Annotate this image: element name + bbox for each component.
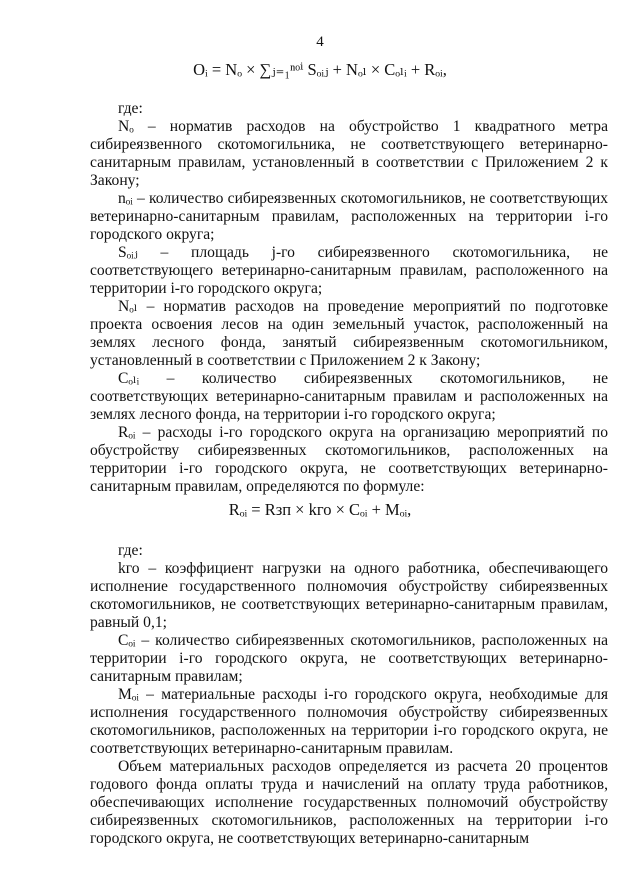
paragraph-material-costs: Объем материальных расходов определяется из расчета 20 процентов годового фонда оплаты труда и начислений на оплату труда работников, обеспечивающих исполнение государственных полномочий обустройству сибиреязвенных скотомогильников, расположенных на территории i-го городского округа, не соответствующих ветеринарно-санитарным: [90, 758, 608, 847]
paragraph-moi-definition: Mₒᵢ – материальные расходы i-го городского округа, необходимые для исполнения государственного полномочия обустройству сибиреязвенных скотомогильников, расположенных на территории i-го городского округа, не соответствующих ветеринарно-санитарным правилам.: [90, 686, 608, 757]
paragraph-roi-definition: Rₒᵢ – расходы i-го городского округа на организацию мероприятий по обустройству сибиреязвенных скотомогильников, расположенных на территории i-го городского округа, не соответствующих ветеринарно-санитарным правилам, определяются по формуле:: [90, 424, 608, 495]
paragraph-nol-definition: Nₒₗ – норматив расходов на проведение мероприятий по подготовке проекта освоения лесов на один земельный участок, расположенный на землях лесного фонда, занятый сибиреязвенным скотомогильником, установленный в соответствии с Приложением 2 к Закону;: [90, 298, 608, 369]
document-body: [90, 100, 608, 848]
paragraph-soij-definition: Sₒᵢⱼ – площадь j-го сибиреязвенного скотомогильника, не соответствующего ветеринарно-санитарным правилам, расположенного на территории i-го городского округа;: [90, 244, 608, 297]
formula-main: Oᵢ = Nₒ × ∑ⱼ₌₁ⁿᵒⁱ Sₒᵢⱼ + Nₒₗ × Cₒₗᵢ + Rₒᵢ,: [193, 60, 447, 79]
where-label-1: где:: [118, 100, 143, 117]
paragraph-noi-definition: nₒᵢ – количество сибиреязвенных скотомогильников, не соответствующих ветеринарно-санитарным правилам, расположенных на территории i-го городского округа;: [90, 190, 608, 243]
paragraph-kgo-definition: kго – коэффициент нагрузки на одного работника, обеспечивающего исполнение государственного полномочия обустройству сибиреязвенных скотомогильников, не соответствующих ветеринарно-санитарным правилам, равный 0,1;: [90, 560, 608, 631]
paragraph-coli-definition: Cₒₗᵢ – количество сибиреязвенных скотомогильников, не соответствующих ветеринарно-санитарным правилам и расположенных на землях лесного фонда, на территории i-го городского округа;: [90, 370, 608, 423]
where-label-2: где:: [118, 542, 143, 559]
paragraph-no-definition: Nₒ – норматив расходов на обустройство 1 квадратного метра сибиреязвенного скотомогильника, не соответствующего ветеринарно-санитарным правилам, установленный в соответствии с Приложением 2 к Закону;: [90, 118, 608, 189]
page-number: 4: [316, 34, 324, 50]
formula-roi: Rₒᵢ = Rзп × kго × Cₒᵢ + Mₒᵢ,: [228, 500, 412, 519]
paragraph-coi-definition: Cₒᵢ – количество сибиреязвенных скотомогильников, расположенных на территории i-го городского округа, не соответствующих ветеринарно-санитарным правилам;: [90, 632, 608, 685]
